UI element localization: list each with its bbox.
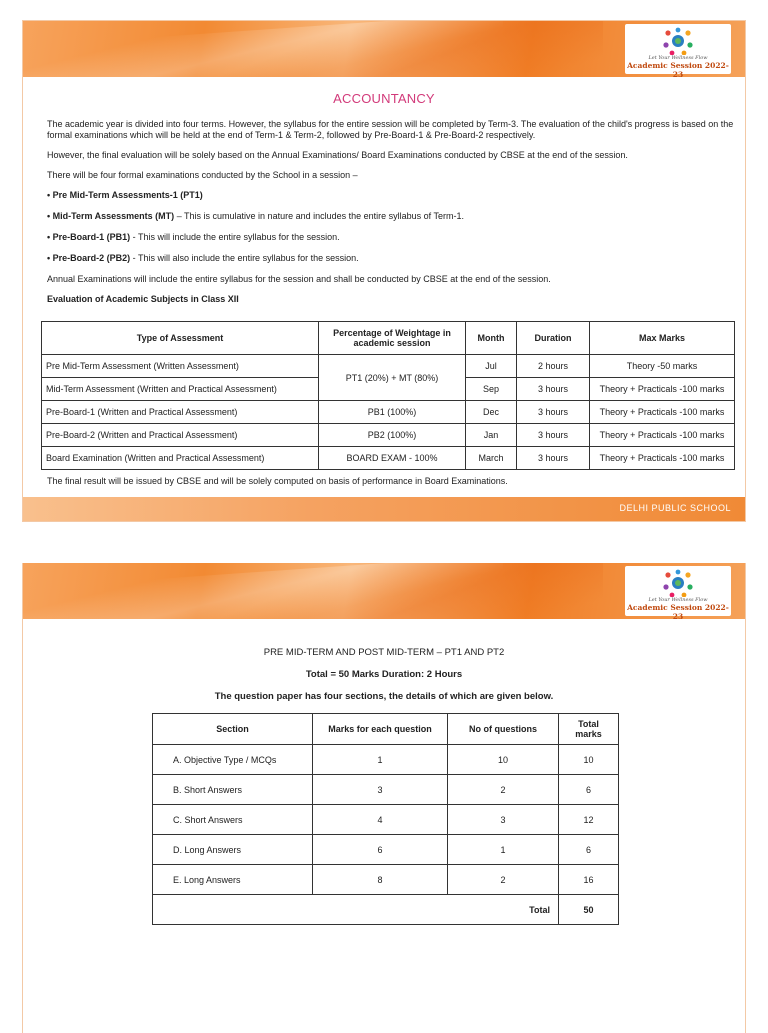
assessment-table: [41, 321, 735, 470]
cell-month: Jan: [466, 424, 517, 447]
cell-marks: Theory + Practicals -100 marks: [590, 447, 735, 470]
cell-weight: PT1 (20%) + MT (80%): [319, 355, 466, 401]
wellness-logo-icon: [660, 27, 696, 55]
bullet-label: • Pre-Board-2 (PB2): [47, 253, 131, 263]
column-header: Max Marks: [590, 322, 735, 355]
table-row: [42, 401, 735, 424]
cell-total: 6: [559, 835, 619, 865]
column-header: Duration: [517, 322, 590, 355]
column-header: Percentage of Weightage in academic session: [319, 322, 466, 355]
header-banner: [23, 563, 745, 619]
table-header-row: [42, 322, 735, 355]
section-heading: PRE MID-TERM AND POST MID-TERM – PT1 AND PT2: [263, 647, 505, 658]
table-row: [153, 835, 619, 865]
cell-type: Mid-Term Assessment (Written and Practical Assessment): [42, 378, 319, 401]
cell-total: 16: [559, 865, 619, 895]
bullet-text: - This will include the entire syllabus for the session.: [130, 232, 340, 242]
table-row: [42, 355, 735, 378]
table-total-row: [153, 895, 619, 925]
cell-month: Sep: [466, 378, 517, 401]
cell-type: Pre Mid-Term Assessment (Written Assessment): [42, 355, 319, 378]
cell-marks: Theory + Practicals -100 marks: [590, 378, 735, 401]
cell-weight: PB2 (100%): [319, 424, 466, 447]
table-row: [153, 745, 619, 775]
column-header: No of questions: [448, 714, 559, 745]
table-row: [153, 805, 619, 835]
cell-count: 1: [448, 835, 559, 865]
wellness-logo-icon: [660, 569, 696, 597]
document-page-1: [22, 20, 746, 522]
cell-duration: 2 hours: [517, 355, 590, 378]
bullet-text: - This will also include the entire syllabus for the session.: [130, 253, 359, 263]
cell-marks-each: 6: [313, 835, 448, 865]
cell-count: 2: [448, 865, 559, 895]
sections-table: [152, 713, 619, 925]
table-caption: Evaluation of Academic Subjects in Class XII: [47, 294, 239, 304]
bullet-mt: [47, 211, 737, 222]
final-note: The final result will be issued by CBSE and will be solely computed on basis of performance in Board Examinations.: [47, 476, 508, 486]
cell-marks-each: 1: [313, 745, 448, 775]
document-page-2: [22, 563, 746, 1033]
bullet-label: • Pre Mid-Term Assessments-1 (PT1): [47, 190, 203, 200]
school-logo: [625, 24, 731, 77]
bullet-pb2: [47, 253, 737, 264]
cell-marks: Theory -50 marks: [590, 355, 735, 378]
cell-type: Pre-Board-1 (Written and Practical Assessment): [42, 401, 319, 424]
page-title: ACCOUNTANCY: [333, 91, 435, 106]
bullet-pt1: [47, 190, 737, 201]
column-header: Type of Assessment: [42, 322, 319, 355]
final-note-container: [47, 476, 737, 496]
logo-tagline: Let Your Wellness Flow: [648, 597, 708, 603]
cell-duration: 3 hours: [517, 447, 590, 470]
cell-section: A. Objective Type / MCQs: [153, 745, 313, 775]
table-row: [153, 865, 619, 895]
paragraph-terms: The academic year is divided into four terms. However, the syllabus for the entire session will be completed by Term-3. The evaluation of the child's progress is based on the formal examinations which will be held at the end of Term-1 & Term-2, followed by Pre-Board-1 & Pre-Board-2 respectively.: [47, 119, 734, 140]
cell-marks: Theory + Practicals -100 marks: [590, 401, 735, 424]
bullet-label: • Pre-Board-1 (PB1): [47, 232, 131, 242]
session-label: Academic Session 2022-23: [627, 603, 729, 619]
footer-banner: [23, 497, 745, 521]
cell-month: March: [466, 447, 517, 470]
bullet-text: – This is cumulative in nature and includes the entire syllabus of Term-1.: [174, 211, 465, 221]
paper-description: The question paper has four sections, the details of which are given below.: [214, 691, 554, 702]
cell-type: Board Examination (Written and Practical Assessment): [42, 447, 319, 470]
cell-count: 3: [448, 805, 559, 835]
cell-marks-each: 3: [313, 775, 448, 805]
cell-marks: Theory + Practicals -100 marks: [590, 424, 735, 447]
cell-total: 10: [559, 745, 619, 775]
intro-text: [47, 119, 737, 314]
bullet-pb1: [47, 232, 737, 243]
cell-duration: 3 hours: [517, 401, 590, 424]
school-name: DELHI PUBLIC SCHOOL: [619, 503, 731, 513]
bullet-label: • Mid-Term Assessments (MT): [47, 211, 175, 221]
table-row: [42, 447, 735, 470]
cell-duration: 3 hours: [517, 378, 590, 401]
cell-duration: 3 hours: [517, 424, 590, 447]
cell-section: D. Long Answers: [153, 835, 313, 865]
cell-month: Jul: [466, 355, 517, 378]
cell-month: Dec: [466, 401, 517, 424]
cell-weight: PB1 (100%): [319, 401, 466, 424]
cell-count: 2: [448, 775, 559, 805]
cell-weight: BOARD EXAM - 100%: [319, 447, 466, 470]
paragraph-final-evaluation: However, the final evaluation will be solely based on the Annual Examinations/ Board Examinations conducted by CBSE at the end of the session.: [47, 150, 628, 160]
header-banner: [23, 21, 745, 77]
column-header: Marks for each question: [313, 714, 448, 745]
column-header: Month: [466, 322, 517, 355]
column-header: Total marks: [559, 714, 619, 745]
cell-marks-each: 4: [313, 805, 448, 835]
table-row: [42, 424, 735, 447]
logo-tagline: Let Your Wellness Flow: [648, 55, 708, 61]
paragraph-formal-exams: There will be four formal examinations conducted by the School in a session –: [47, 170, 358, 180]
total-label: Total: [153, 895, 559, 925]
cell-total: 6: [559, 775, 619, 805]
cell-count: 10: [448, 745, 559, 775]
total-value: 50: [559, 895, 619, 925]
cell-marks-each: 8: [313, 865, 448, 895]
cell-section: E. Long Answers: [153, 865, 313, 895]
cell-type: Pre-Board-2 (Written and Practical Assessment): [42, 424, 319, 447]
school-logo: [625, 566, 731, 619]
cell-section: B. Short Answers: [153, 775, 313, 805]
table-row: [153, 775, 619, 805]
session-label: Academic Session 2022-23: [627, 61, 729, 77]
cell-total: 12: [559, 805, 619, 835]
table-header-row: [153, 714, 619, 745]
cell-section: C. Short Answers: [153, 805, 313, 835]
marks-duration-heading: Total = 50 Marks Duration: 2 Hours: [305, 669, 463, 680]
paragraph-annual-exams: Annual Examinations will include the entire syllabus for the session and shall be conducted by CBSE at the end of the session.: [47, 274, 551, 284]
column-header: Section: [153, 714, 313, 745]
